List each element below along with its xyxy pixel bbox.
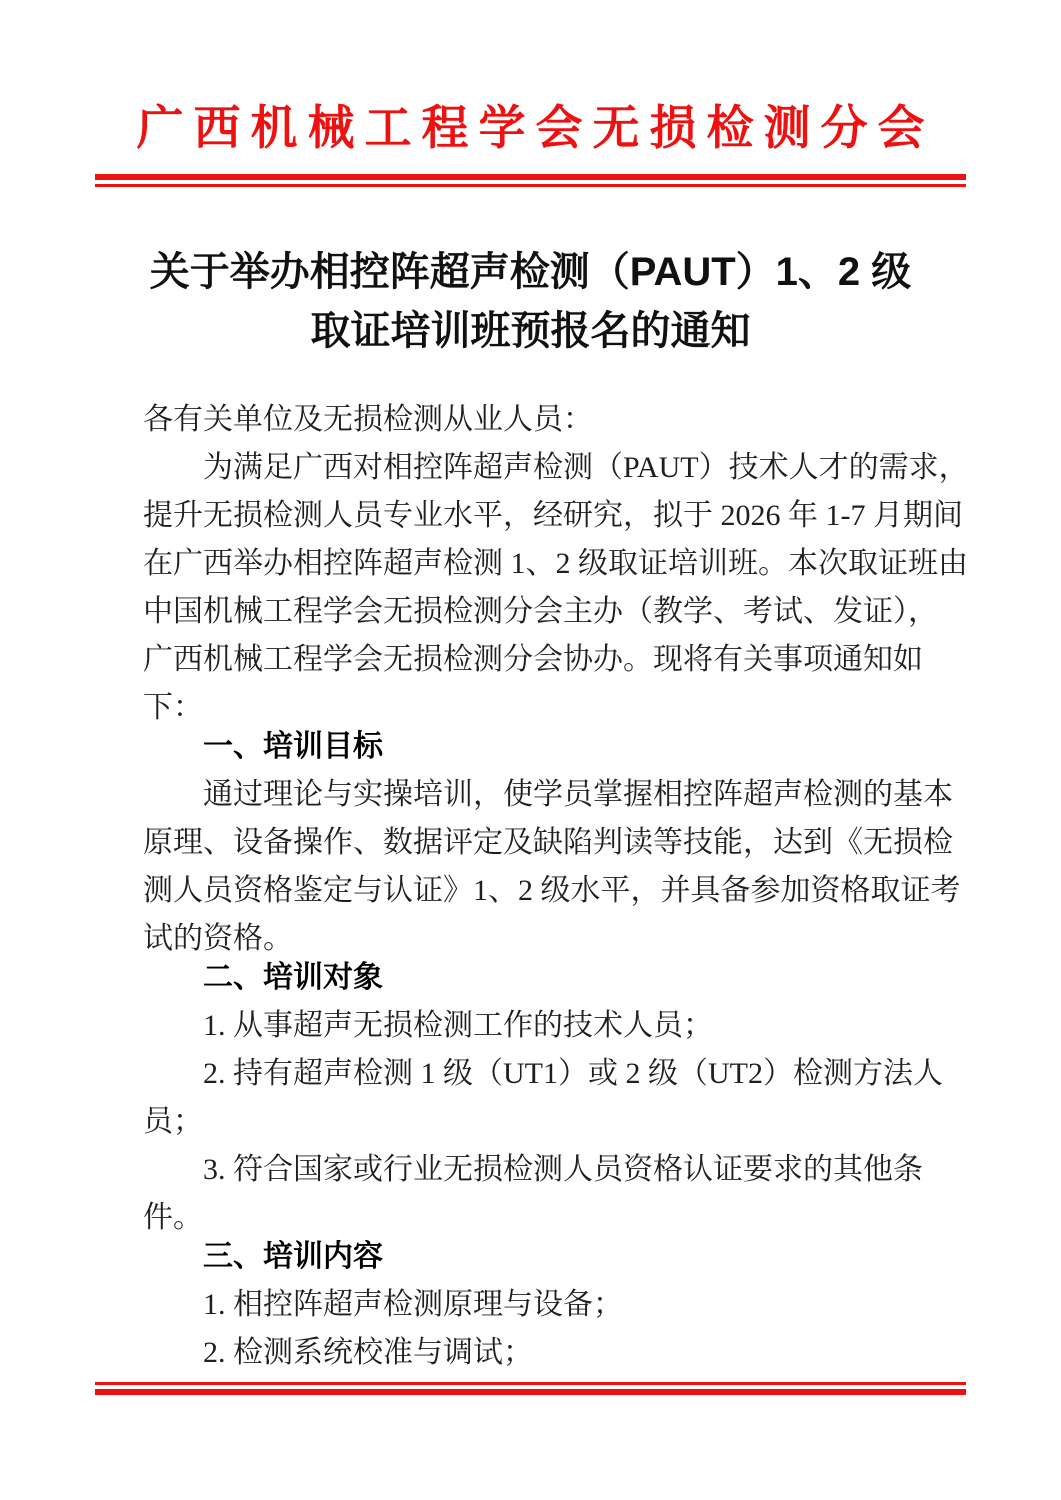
document-title	[0, 243, 1061, 361]
document-line: 1. 从事超声无损检测工作的技术人员；	[203, 1009, 713, 1042]
footer-rule-thick	[95, 1389, 966, 1395]
document-title-line1: 关于举办相控阵超声检测（PAUT）1、2 级	[149, 250, 912, 294]
document-title-line2: 取证培训班预报名的通知	[310, 309, 751, 353]
document-line: 2. 持有超声检测 1 级（UT1）或 2 级（UT2）检测方法人	[203, 1057, 943, 1090]
document-line: 员；	[143, 1105, 203, 1138]
document-line: 原理、设备操作、数据评定及缺陷判读等技能，达到《无损检	[143, 826, 953, 859]
document-line: 在广西举办相控阵超声检测 1、2 级取证培训班。本次取证班由	[143, 547, 968, 580]
document-line: 广西机械工程学会无损检测分会协办。现将有关事项通知如	[143, 643, 923, 676]
section-heading: 三、培训内容	[203, 1240, 383, 1273]
document-line: 下：	[143, 691, 203, 724]
document-line: 通过理论与实操培训，使学员掌握相控阵超声检测的基本	[203, 778, 953, 811]
section-heading: 二、培训对象	[203, 961, 383, 994]
document-line: 测人员资格鉴定与认证》1、2 级水平，并具备参加资格取证考	[143, 874, 961, 907]
document-line: 1. 相控阵超声检测原理与设备；	[203, 1288, 623, 1321]
document-line: 各有关单位及无损检测从业人员：	[143, 403, 593, 436]
document-line: 件。	[143, 1201, 203, 1234]
document-line: 中国机械工程学会无损检测分会主办（教学、考试、发证），	[143, 595, 938, 628]
section-heading: 一、培训目标	[203, 730, 383, 763]
document-line: 为满足广西对相控阵超声检测（PAUT）技术人才的需求，	[203, 451, 969, 484]
document-line: 试的资格。	[143, 922, 293, 955]
header-rule-thin	[95, 184, 966, 187]
document-body	[143, 396, 969, 1377]
document-line: 2. 检测系统校准与调试；	[203, 1336, 533, 1369]
organization-title: 广西机械工程学会无损检测分会	[136, 101, 935, 154]
document-line: 3. 符合国家或行业无损检测人员资格认证要求的其他条	[203, 1153, 923, 1186]
document-line: 提升无损检测人员专业水平，经研究，拟于 2026 年 1-7 月期间	[143, 499, 963, 532]
header-rule-thick	[95, 174, 966, 180]
footer-rule-thin	[95, 1382, 966, 1385]
